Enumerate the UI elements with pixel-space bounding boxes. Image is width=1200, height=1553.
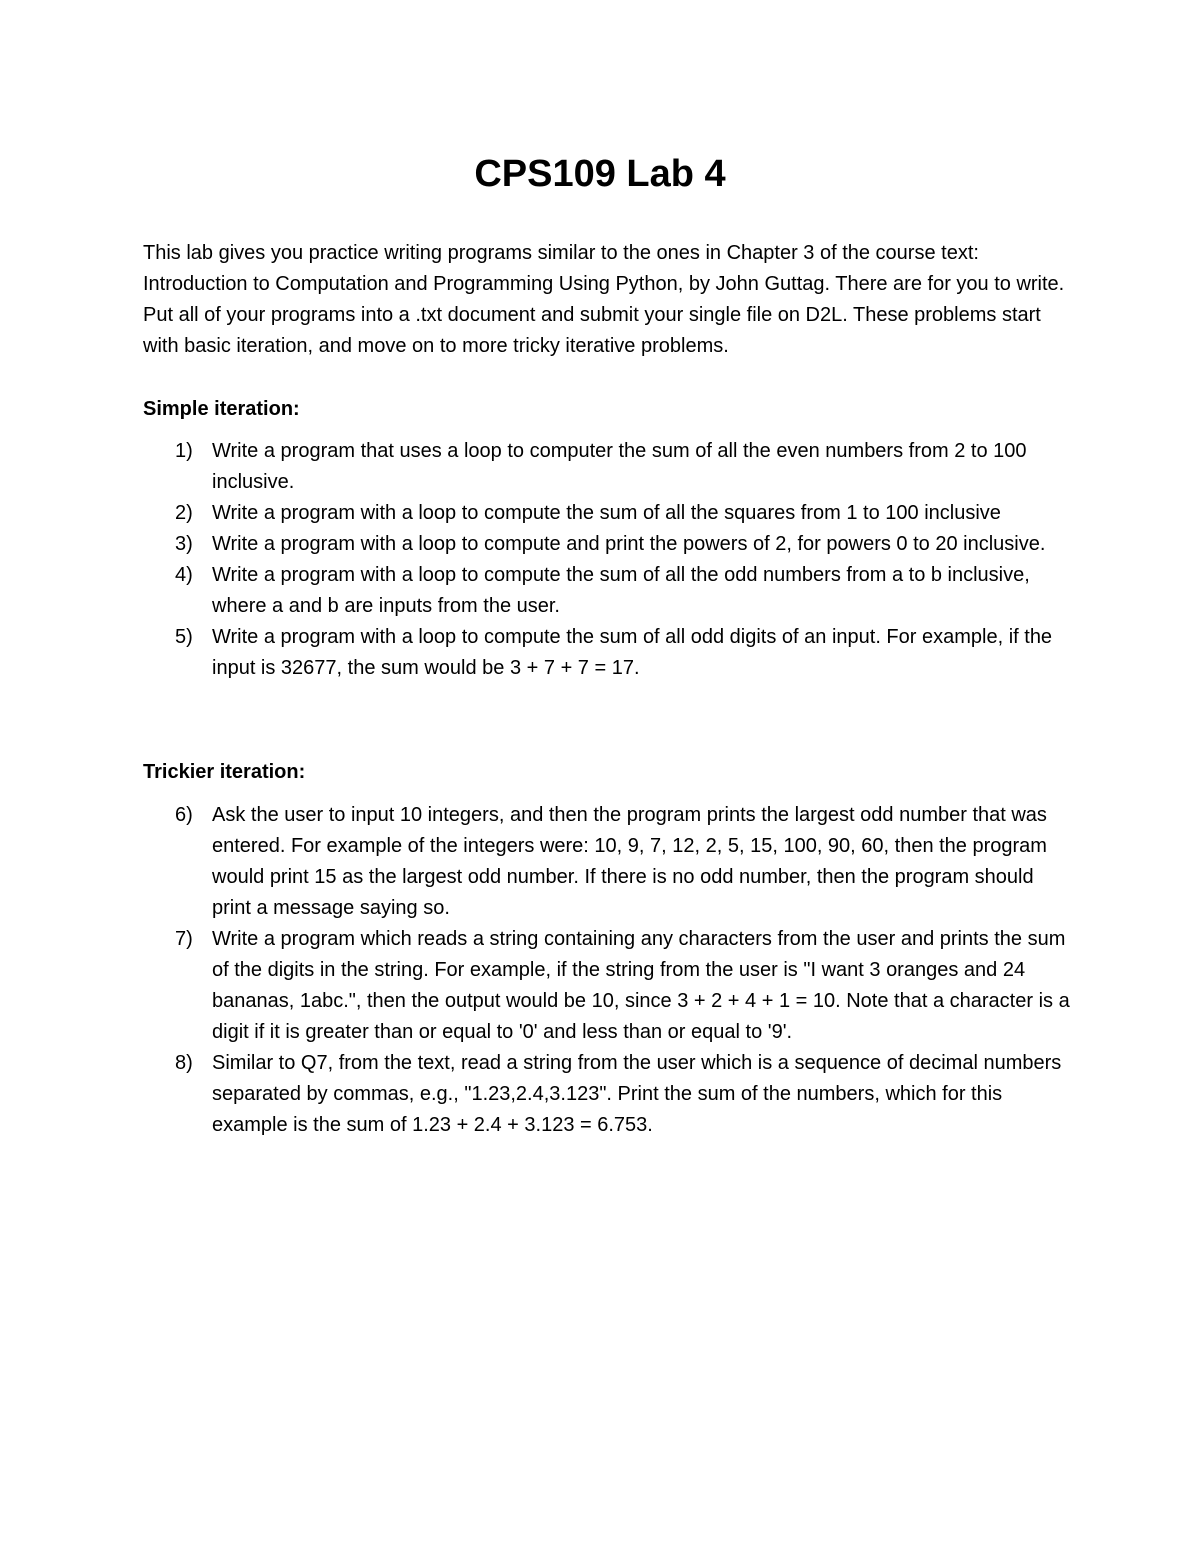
item-number: 4) xyxy=(175,564,193,586)
item-number: 1) xyxy=(175,440,193,462)
item-text: Ask the user to input 10 integers, and then the program prints the largest odd number that was entered. For example of the integers were: 10, 9, 7, 12, 2, 5, 15, 100, 90, 60, then the program would print 15 as the largest odd number. If there is no odd number, then the program should print a message saying so. xyxy=(212,804,1047,919)
item-text: Write a program with a loop to compute the sum of all odd digits of an input. For example, if the input is 32677, the sum would be 3 + 7 + 7 = 17. xyxy=(212,626,1053,679)
item-number: 5) xyxy=(175,626,193,648)
list-item xyxy=(143,529,1073,560)
list-item xyxy=(143,498,1073,529)
page-title: CPS109 Lab 4 xyxy=(474,153,726,195)
item-text: Write a program that uses a loop to computer the sum of all the even numbers from 2 to 100 inclusive. xyxy=(212,440,1027,493)
list-item xyxy=(143,622,1073,684)
item-number: 3) xyxy=(175,533,193,555)
list-item xyxy=(143,924,1073,1048)
section-heading-trickier-iteration: Trickier iteration: xyxy=(143,761,306,783)
list-item xyxy=(143,560,1073,622)
item-text: Write a program with a loop to compute and print the powers of 2, for powers 0 to 20 inclusive. xyxy=(212,533,1046,555)
intro-paragraph: This lab gives you practice writing programs similar to the ones in Chapter 3 of the course text: Introduction to Computation and Programming Using Python, by John Guttag. There are for you to write. Put all of your programs into a .txt document and submit your single file on D2L. These problems start with basic iteration, and move on to more tricky iterative problems. xyxy=(143,242,1065,357)
list-item xyxy=(143,436,1073,498)
item-text: Write a program with a loop to compute the sum of all the squares from 1 to 100 inclusive xyxy=(212,502,1001,524)
list-item xyxy=(143,1048,1073,1141)
item-number: 8) xyxy=(175,1052,193,1074)
list-item xyxy=(143,800,1073,924)
simple-iteration-list xyxy=(143,436,1073,684)
item-number: 6) xyxy=(175,804,193,826)
section-heading-simple-iteration: Simple iteration: xyxy=(143,398,300,420)
item-number: 7) xyxy=(175,928,193,950)
item-text: Similar to Q7, from the text, read a string from the user which is a sequence of decimal numbers separated by commas, e.g., "1.23,2.4,3.123". Print the sum of the numbers, which for this example is the sum of 1.23 + 2.4 + 3.123 = 6.753. xyxy=(212,1052,1062,1136)
item-number: 2) xyxy=(175,502,193,524)
trickier-iteration-list xyxy=(143,800,1073,1141)
item-text: Write a program which reads a string containing any characters from the user and prints the sum of the digits in the string. For example, if the string from the user is "I want 3 oranges and 24 bananas, 1abc.", then the output would be 10, since 3 + 2 + 4 + 1 = 10. Note that a character is a digit if it is greater than or equal to '0' and less than or equal to '9'. xyxy=(212,928,1070,1043)
item-text: Write a program with a loop to compute the sum of all the odd numbers from a to b inclusive, where a and b are inputs from the user. xyxy=(212,564,1030,617)
